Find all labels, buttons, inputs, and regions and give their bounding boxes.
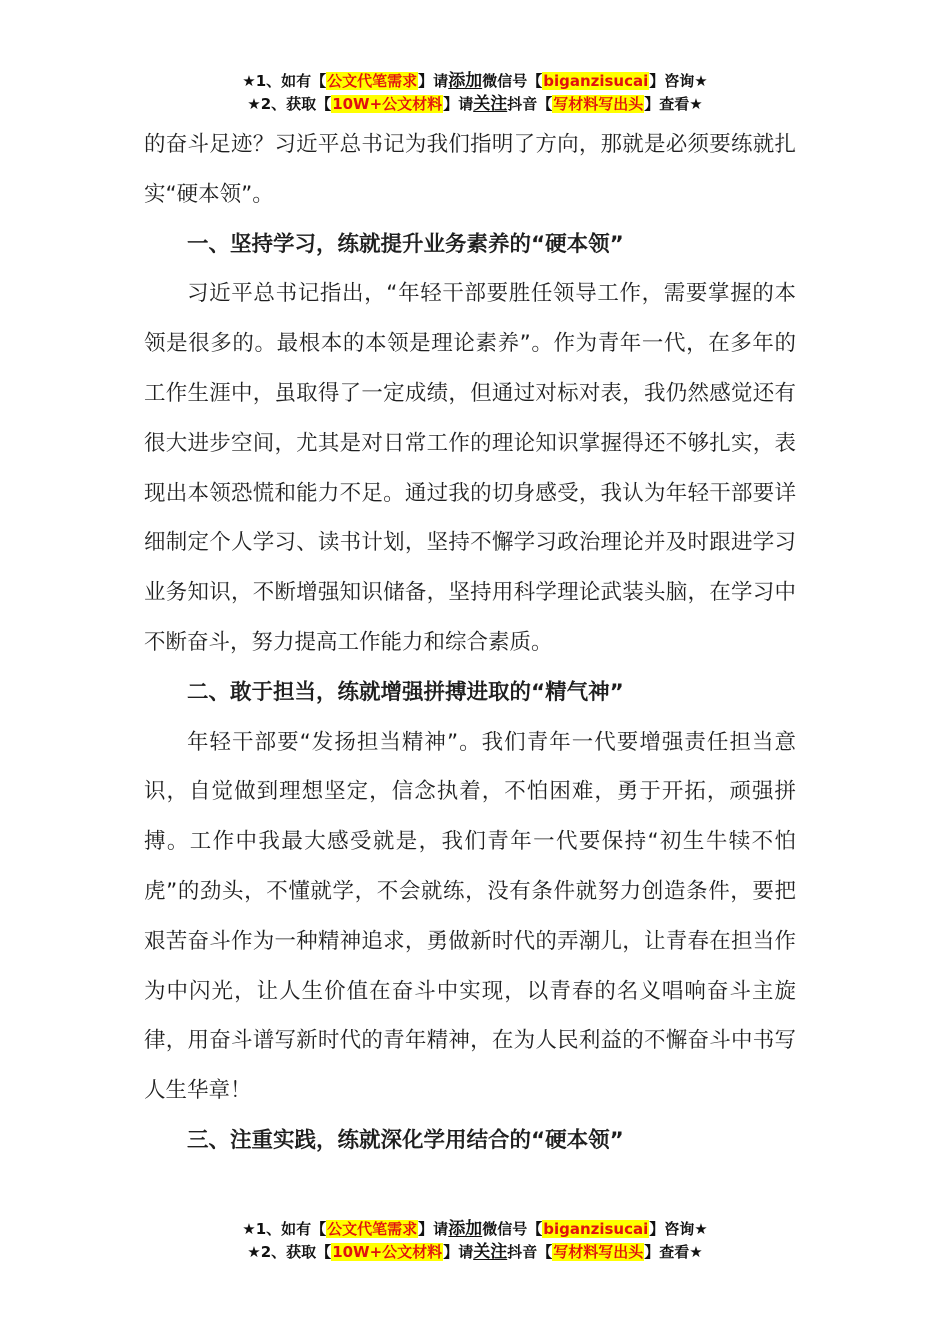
promo-text: 抖音【 (507, 95, 553, 113)
promo-text: 】查看 (644, 1243, 690, 1261)
promo-text: 1、如有【 (255, 72, 327, 90)
promo-text: 2、获取【 (260, 1243, 332, 1261)
promo-text: 】查看 (644, 95, 690, 113)
star-icon: ★ (242, 72, 256, 90)
highlight-service: 公文代笔需求 (327, 1220, 418, 1238)
star-icon: ★ (689, 95, 703, 113)
emphasis-add: 添加 (448, 1219, 483, 1239)
promo-text: 抖音【 (507, 1243, 553, 1261)
star-icon: ★ (247, 1243, 261, 1261)
star-icon: ★ (242, 1220, 256, 1238)
star-icon: ★ (247, 95, 261, 113)
highlight-materials: 10W+公文材料 (332, 95, 443, 113)
highlight-materials: 10W+公文材料 (332, 1243, 443, 1261)
document-body (144, 120, 796, 1166)
promo-line-2 (0, 93, 950, 116)
promo-banner-bottom (0, 1218, 950, 1264)
promo-line-1 (0, 1218, 950, 1241)
emphasis-follow: 关注 (473, 1242, 508, 1262)
highlight-douyin-account: 写材料写出头 (553, 95, 644, 113)
promo-text: 】咨询 (649, 1220, 695, 1238)
section-heading-3: 三、注重实践，练就深化学用结合的“硬本领” (187, 1127, 624, 1153)
star-icon: ★ (694, 72, 708, 90)
promo-banner-top (0, 70, 950, 116)
promo-text: 1、如有【 (255, 1220, 327, 1238)
promo-text: 2、获取【 (260, 95, 332, 113)
paragraph-responsibility: 年轻干部要“发扬担当精神”。我们青年一代要增强责任担当意识，自觉做到理想坚定，信念执着，不怕困难，勇于开拓，顽强拼搏。工作中我最大感受就是，我们青年一代要保持“初生牛犊不怕虎”的劲头，不懂就学，不会就练，没有条件就努力创造条件，要把艰苦奋斗作为一种精神追求，勇做新时代的弄潮儿，让青春在担当作为中闪光，让人生价值在奋斗中实现，以青春的名义唱响奋斗主旋律，用奋斗谱写新时代的青年精神，在为人民利益的不懈奋斗中书写人生华章！ (144, 729, 796, 1104)
highlight-wechat-id: biganzisucai (543, 1220, 649, 1238)
promo-text: 】请 (443, 1243, 474, 1261)
emphasis-add: 添加 (448, 71, 483, 91)
promo-text: 微信号【 (482, 72, 543, 90)
highlight-service: 公文代笔需求 (327, 72, 418, 90)
highlight-douyin-account: 写材料写出头 (553, 1243, 644, 1261)
promo-text: 微信号【 (482, 1220, 543, 1238)
paragraph-study: 习近平总书记指出，“年轻干部要胜任领导工作，需要掌握的本领是很多的。最根本的本领是理论素养”。作为青年一代，在多年的工作生涯中，虽取得了一定成绩，但通过对标对表，我仍然感觉还有很大进步空间，尤其是对日常工作的理论知识掌握得还不够扎实，表现出本领恐慌和能力不足。通过我的切身感受，我认为年轻干部要详细制定个人学习、读书计划，坚持不懈学习政治理论并及时跟进学习业务知识，不断增强知识储备，坚持用科学理论武装头脑，在学习中不断奋斗，努力提高工作能力和综合素质。 (144, 281, 796, 655)
section-heading-1: 一、坚持学习，练就提升业务素养的“硬本领” (187, 231, 624, 257)
highlight-wechat-id: biganzisucai (543, 72, 649, 90)
star-icon: ★ (694, 1220, 708, 1238)
emphasis-follow: 关注 (473, 94, 508, 114)
promo-text: 】请 (418, 72, 449, 90)
section-heading-2: 二、敢于担当，练就增强拼搏进取的“精气神” (187, 679, 624, 705)
promo-text: 】请 (418, 1220, 449, 1238)
promo-text: 】咨询 (649, 72, 695, 90)
promo-text: 】请 (443, 95, 474, 113)
star-icon: ★ (689, 1243, 703, 1261)
paragraph-continued: 的奋斗足迹？习近平总书记为我们指明了方向，那就是必须要练就扎实“硬本领”。 (144, 132, 796, 207)
promo-line-2 (0, 1241, 950, 1264)
promo-line-1 (0, 70, 950, 93)
